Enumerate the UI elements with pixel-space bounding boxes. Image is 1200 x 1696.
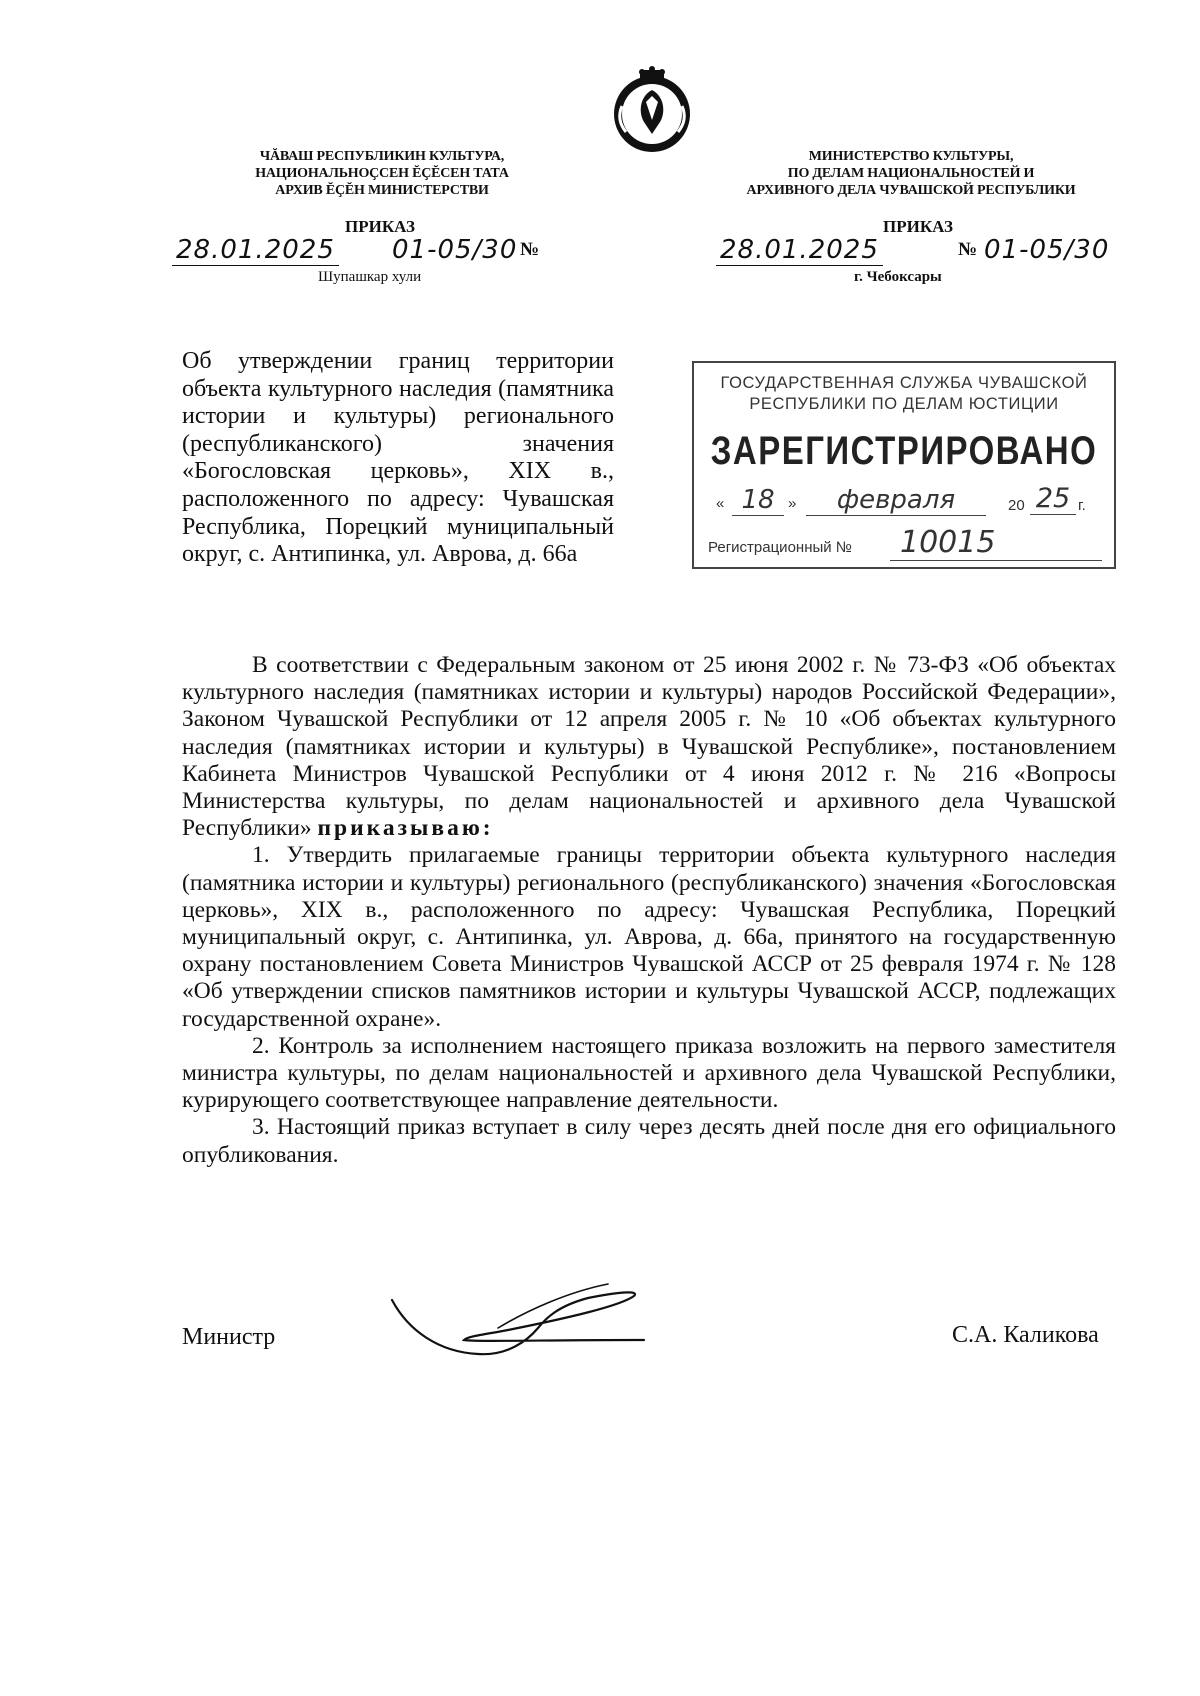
- document-body: [182, 652, 1116, 1169]
- order-city: Шупашкар хули: [318, 269, 422, 285]
- preamble-text: В соответствии с Федеральным законом от 25 июня 2002 г. № 73-ФЗ «Об объектах культурного наследия (памятниках истории и культуры) народов Российской Федерации», Законом Чувашской Республики от 12 апреля 2005 г. № 10 «Об объектах культурного наследия (памятниках истории и культуры) в Чувашской Республике», постановлением Кабинета Министров Чувашской Республики от 4 июня 2012 г. № 216 «Вопросы Министерства культуры, по делам национальностей и архивного дела Чувашской Республики»: [182, 652, 1116, 842]
- order-date-handwritten: 28.01.2025: [716, 235, 883, 266]
- order-header-chuvash: [170, 217, 590, 297]
- order-title: ПРИКАЗ: [883, 217, 953, 236]
- order-header-russian: [708, 217, 1128, 297]
- signatory-position: Министр: [182, 1324, 276, 1350]
- ministry-chv-line: АРХИВ ĔҪĔН МИНИСТЕРСТВИ: [275, 183, 489, 198]
- order-date-handwritten: 28.01.2025: [172, 235, 339, 266]
- number-sign: №: [520, 239, 540, 260]
- ministry-name-russian: [711, 148, 1111, 199]
- order-title: ПРИКАЗ: [345, 217, 415, 236]
- ministry-ru-line: ПО ДЕЛАМ НАЦИОНАЛЬНОСТЕЙ И: [787, 166, 1035, 181]
- order-item-2: 2. Контроль за исполнением настоящего приказа возложить на первого заместителя министра культуры, по делам национальностей и архивного дела Чувашской Республики, курирующего соответствующее направление деятельности.: [182, 1032, 1116, 1114]
- ministry-chv-line: НАЦИОНАЛЬНОҪСЕН ĔҪĔСЕН ТАТА: [255, 166, 509, 181]
- signatory-name: С.А. Каликова: [952, 1322, 1099, 1348]
- registration-stamp: [692, 361, 1116, 569]
- handwritten-signature: [388, 1270, 648, 1380]
- stamp-quote-open: «: [716, 495, 725, 512]
- order-word: приказываю:: [317, 815, 494, 842]
- stamp-day-handwritten: 18: [732, 485, 784, 516]
- stamp-year-unit: г.: [1078, 497, 1086, 514]
- order-item-3: 3. Настоящий приказ вступает в силу через десять дней после дня его официального опубликования.: [182, 1114, 1116, 1168]
- order-item-1: 1. Утвердить прилагаемые границы территории объекта культурного наследия (памятника истории и культуры) регионального (республиканского) значения «Богословская церковь», XIX в., расположенного по адресу: Чувашская Республика, Порецкий муниципальный округ, с. Антипинка, ул. Аврова, д. 66а, принятого на государственную охрану постановлением Совета Министров Чувашской АССР от 25 февраля 1974 г. № 128 «Об утверждении списков памятников истории и культуры Чувашской АССР, подлежащих государственной охране».: [182, 842, 1116, 1032]
- preamble-paragraph: [182, 652, 1116, 842]
- document-subject: Об утверждении границ территории объекта культурного наследия (памятника истории и культуры) регионального (республиканского) значения «Богословская церковь», XIX в., расположенного по адресу: Чувашская Республика, Порецкий муниципальный округ, с. Антипинка, ул. Аврова, д. 66а: [182, 348, 614, 568]
- stamp-agency: [694, 373, 1114, 415]
- stamp-date-line: [708, 483, 1103, 519]
- stamp-month-handwritten: февраля: [806, 485, 986, 516]
- ministry-chv-line: ЧĂВАШ РЕСПУБЛИКИН КУЛЬТУРА,: [259, 149, 505, 164]
- ministry-ru-line: АРХИВНОГО ДЕЛА ЧУВАШСКОЙ РЕСПУБЛИКИ: [746, 183, 1076, 198]
- order-city: г. Чебоксары: [854, 269, 942, 285]
- stamp-reg-line: [708, 525, 1103, 561]
- stamp-registered: ЗАРЕГИСТРИРОВАНО: [710, 428, 1098, 473]
- stamp-reg-number-handwritten: 10015: [890, 525, 1102, 561]
- stamp-quote-close: »: [788, 495, 797, 512]
- ministry-ru-line: МИНИСТЕРСТВО КУЛЬТУРЫ,: [808, 149, 1014, 164]
- ministry-name-chuvash: [182, 148, 582, 199]
- stamp-year-prefix: 20: [1008, 497, 1025, 514]
- stamp-year-handwritten: 25: [1030, 483, 1076, 515]
- number-sign: №: [958, 239, 978, 260]
- stamp-agency-line: ГОСУДАРСТВЕННАЯ СЛУЖБА ЧУВАШСКОЙ: [720, 374, 1088, 392]
- order-number-handwritten: 01-05/30: [984, 235, 1110, 265]
- stamp-agency-line: РЕСПУБЛИКИ ПО ДЕЛАМ ЮСТИЦИИ: [749, 395, 1059, 413]
- coat-of-arms-emblem: [604, 62, 700, 158]
- order-number-handwritten: 01-05/30: [392, 235, 518, 265]
- stamp-reg-label: Регистрационный №: [708, 539, 852, 556]
